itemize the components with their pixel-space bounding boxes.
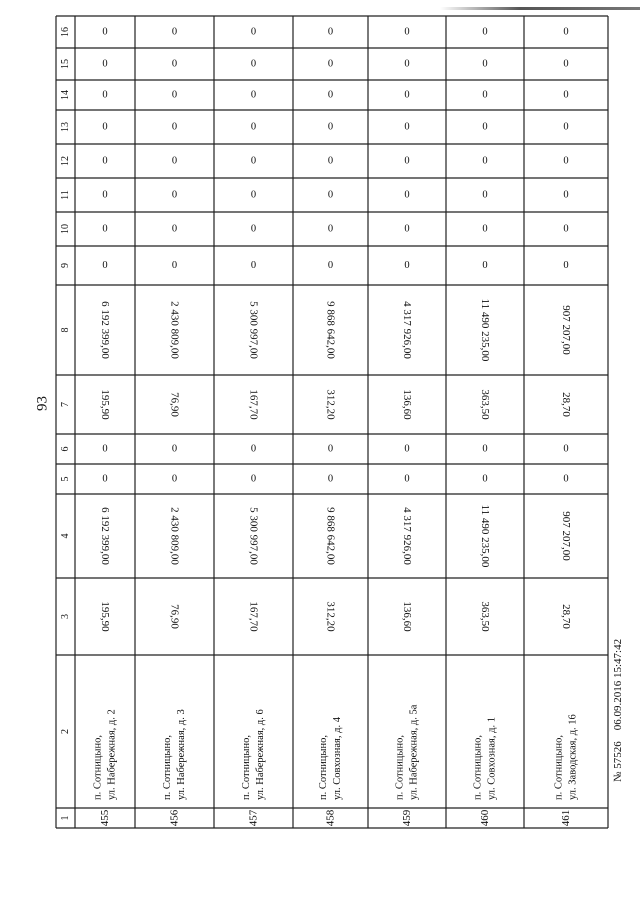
value-col-10: 0	[171, 223, 178, 235]
value-col-4: 6 192 399,00	[99, 507, 111, 565]
value-col-16: 0	[404, 26, 410, 38]
value-col-12: 0	[404, 155, 410, 167]
value-col-5: 0	[171, 473, 178, 485]
value-col-3: 167,70	[247, 601, 260, 632]
value-col-13: 0	[250, 121, 257, 133]
value-col-13: 0	[171, 121, 178, 133]
value-col-15: 0	[102, 58, 108, 70]
value-col-8: 11 490 235,00	[479, 298, 491, 362]
value-col-11: 0	[563, 189, 569, 201]
value-col-13: 0	[102, 121, 108, 133]
value-col-8: 4 317 926,00	[401, 301, 413, 359]
address-line-2: ул. Набережная, д. 6	[255, 709, 266, 800]
column-number-15: 15	[60, 59, 71, 69]
address-line-2: ул. Совхозная, д. 4	[332, 717, 343, 800]
value-col-10: 0	[250, 223, 257, 235]
value-col-14: 0	[563, 89, 569, 101]
value-col-8: 5 300 997,00	[247, 301, 260, 359]
value-col-6: 0	[171, 443, 178, 455]
value-col-16: 0	[171, 26, 178, 38]
value-col-6: 0	[563, 443, 569, 455]
value-col-14: 0	[102, 89, 108, 101]
value-col-7: 312,20	[324, 389, 337, 420]
value-col-5: 0	[482, 473, 488, 485]
column-number-13: 13	[60, 122, 71, 132]
value-col-10: 0	[563, 223, 569, 235]
value-col-4: 11 490 235,00	[479, 504, 491, 568]
stamp-timestamp: 06.09.2016 15:47:42	[612, 638, 624, 731]
value-col-9: 0	[482, 260, 488, 271]
value-col-10: 0	[404, 223, 410, 235]
address-line-1: п. Сотницыно,	[472, 735, 484, 800]
value-col-11: 0	[250, 189, 257, 201]
value-col-10: 0	[102, 223, 108, 235]
column-number-12: 12	[60, 156, 71, 166]
value-col-5: 0	[404, 473, 410, 485]
value-col-12: 0	[250, 155, 257, 167]
column-number-16: 16	[60, 27, 71, 37]
value-col-13: 0	[404, 121, 410, 133]
value-col-5: 0	[327, 473, 334, 485]
value-col-4: 5 300 997,00	[247, 507, 260, 565]
row-number: 455	[99, 809, 111, 827]
value-col-13: 0	[563, 121, 569, 133]
column-number-7: 7	[60, 402, 71, 407]
address-line-1: п. Сотницыно,	[241, 735, 252, 800]
value-col-7: 76,90	[168, 392, 181, 417]
value-col-6: 0	[102, 443, 108, 455]
value-col-6: 0	[327, 443, 334, 455]
stamp-doc-number: № 57526	[612, 741, 624, 782]
value-col-7: 195,90	[99, 389, 111, 420]
value-col-6: 0	[250, 443, 257, 455]
value-col-8: 6 192 399,00	[99, 301, 111, 359]
column-number-6: 6	[60, 446, 71, 452]
value-col-12: 0	[102, 155, 108, 167]
address-line-2: ул. Совхозная, д. 1	[486, 717, 498, 800]
value-col-9: 0	[171, 260, 178, 271]
value-col-11: 0	[404, 189, 410, 201]
address-line-1: п. Сотницыно,	[318, 735, 329, 800]
value-col-9: 0	[327, 260, 334, 271]
address-line-1: п. Сотницыно,	[394, 735, 406, 800]
column-number-5: 5	[60, 476, 71, 482]
value-col-13: 0	[482, 121, 488, 133]
value-col-16: 0	[250, 26, 257, 38]
column-number-1: 1	[60, 815, 71, 821]
value-col-10: 0	[327, 223, 334, 235]
value-col-4: 9 868 642,00	[324, 507, 337, 565]
column-number-8: 8	[60, 327, 71, 333]
value-col-14: 0	[171, 89, 178, 101]
address-line-2: ул. Заводская, д. 16	[567, 714, 579, 800]
value-col-12: 0	[482, 155, 488, 167]
column-number-3: 3	[60, 614, 71, 619]
value-col-4: 4 317 926,00	[401, 507, 413, 565]
address-line-1: п. Сотницыно,	[92, 735, 104, 800]
column-number-10: 10	[60, 224, 71, 234]
address-line-2: ул. Набережная, д. 2	[106, 709, 118, 800]
value-col-3: 136,60	[401, 601, 413, 632]
value-col-7: 167,70	[247, 389, 260, 420]
value-col-12: 0	[171, 155, 178, 167]
value-col-11: 0	[171, 189, 178, 201]
value-col-3: 195,90	[99, 601, 111, 632]
value-col-16: 0	[482, 26, 488, 38]
value-col-8: 2 430 809,00	[168, 301, 181, 359]
value-col-5: 0	[102, 473, 108, 485]
value-col-3: 76,90	[168, 604, 181, 629]
value-col-6: 0	[404, 443, 410, 455]
value-col-15: 0	[250, 58, 257, 70]
registration-stamp	[612, 639, 624, 782]
value-col-15: 0	[563, 58, 569, 70]
value-col-14: 0	[250, 89, 257, 101]
value-col-5: 0	[563, 473, 569, 485]
value-col-15: 0	[482, 58, 488, 70]
value-col-14: 0	[404, 89, 410, 101]
value-col-8: 907 207,00	[560, 305, 572, 355]
row-number: 460	[479, 809, 491, 827]
address-line-2: ул. Набережная, д. 3	[176, 709, 187, 800]
value-col-13: 0	[327, 121, 334, 133]
value-col-3: 28,70	[560, 604, 572, 629]
value-col-16: 0	[102, 26, 108, 38]
column-number-14: 14	[60, 90, 71, 100]
row-number: 458	[324, 809, 337, 827]
value-col-9: 0	[250, 260, 257, 271]
value-col-14: 0	[482, 89, 488, 101]
value-col-3: 363,50	[479, 601, 491, 632]
value-col-9: 0	[102, 260, 108, 271]
value-col-7: 136,60	[401, 389, 413, 420]
value-col-11: 0	[102, 189, 108, 201]
column-number-9: 9	[60, 263, 71, 268]
address-line-1: п. Сотницыно,	[162, 735, 173, 800]
value-col-15: 0	[404, 58, 410, 70]
row-number: 459	[401, 809, 413, 827]
column-number-4: 4	[60, 533, 71, 539]
row-number: 457	[247, 809, 260, 827]
value-col-14: 0	[327, 89, 334, 101]
value-col-9: 0	[404, 260, 410, 271]
value-col-7: 28,70	[560, 392, 572, 417]
address-line-1: п. Сотницыно,	[553, 735, 565, 800]
value-col-10: 0	[482, 223, 488, 235]
row-number: 461	[560, 809, 572, 827]
value-col-8: 9 868 642,00	[324, 301, 337, 359]
row-number: 456	[168, 809, 181, 827]
value-col-16: 0	[327, 26, 334, 38]
value-col-11: 0	[482, 189, 488, 201]
value-col-6: 0	[482, 443, 488, 455]
value-col-11: 0	[327, 189, 334, 201]
value-col-3: 312,20	[324, 601, 337, 632]
value-col-5: 0	[250, 473, 257, 485]
value-col-7: 363,50	[479, 389, 491, 420]
value-col-16: 0	[563, 26, 569, 38]
value-col-4: 2 430 809,00	[168, 507, 181, 565]
value-col-4: 907 207,00	[560, 511, 572, 561]
column-number-2: 2	[60, 729, 71, 734]
value-col-15: 0	[171, 58, 178, 70]
value-col-12: 0	[327, 155, 334, 167]
column-number-11: 11	[60, 190, 71, 200]
value-col-15: 0	[327, 58, 334, 70]
address-line-2: ул. Набережная, д. 5а	[408, 704, 420, 800]
page-number: 93	[34, 396, 51, 411]
value-col-12: 0	[563, 155, 569, 167]
value-col-9: 0	[563, 260, 569, 271]
